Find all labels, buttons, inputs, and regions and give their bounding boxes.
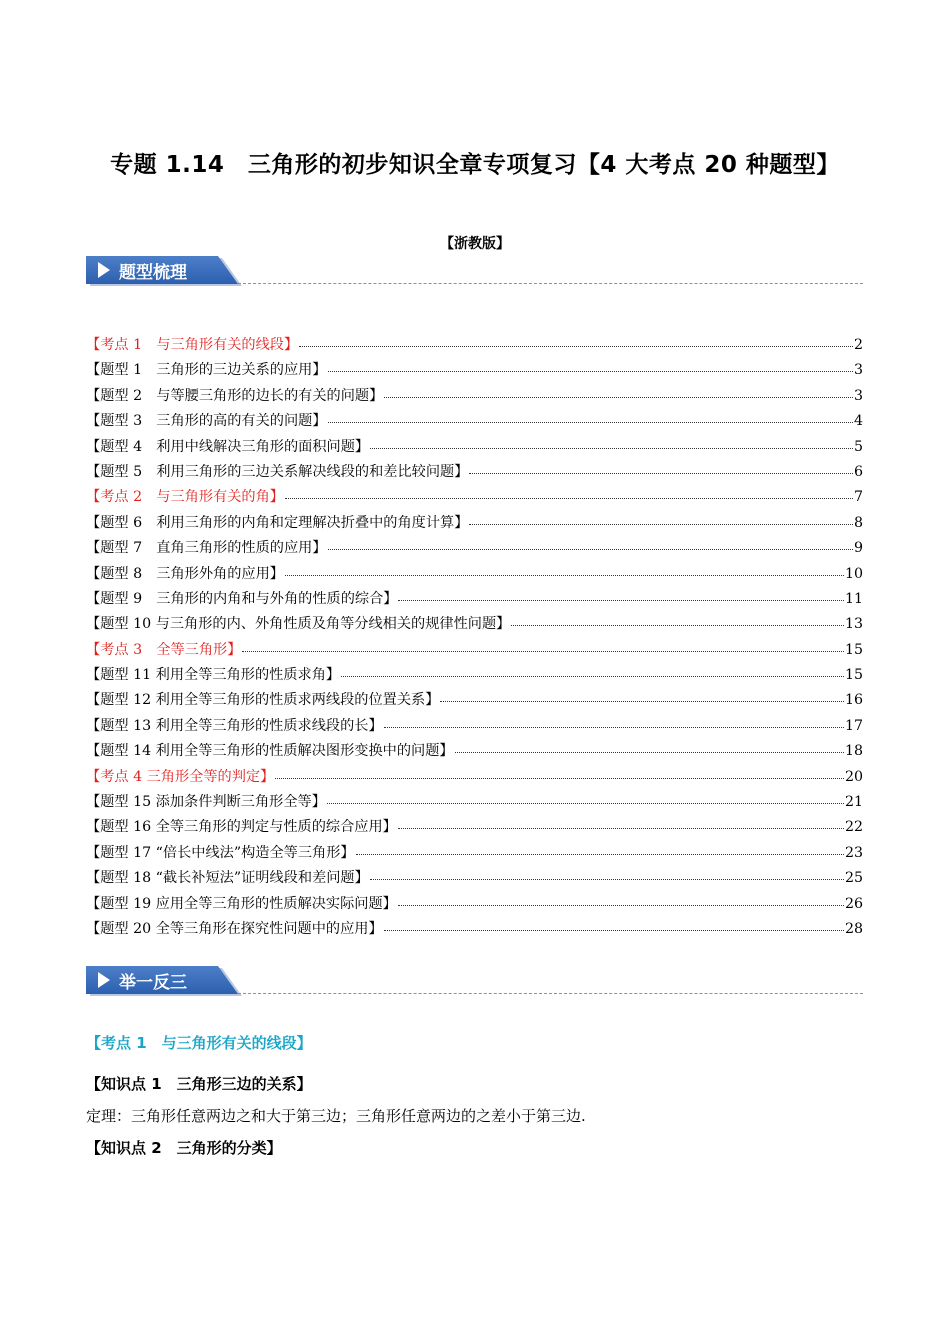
toc-entry-tixing[interactable] [86, 460, 863, 485]
toc-entry-tixing[interactable] [86, 815, 863, 840]
toc-page-number: 3 [853, 387, 863, 404]
toc-entry-title: 【考点 4 三角形全等的判定】 [86, 768, 275, 785]
edition-label: 【浙教版】 [440, 236, 510, 252]
toc-dot-leader [440, 701, 844, 702]
toc-dot-leader [398, 905, 844, 906]
toc-page-number: 7 [853, 489, 863, 506]
toc-page-number: 15 [844, 641, 863, 658]
toc-entry-title: 【题型 16 全等三角形的判定与性质的综合应用】 [86, 819, 397, 836]
toc-dot-leader [275, 778, 844, 779]
toc-entry-title: 【题型 20 全等三角形在探究性问题中的应用】 [86, 920, 383, 937]
toc-entry-tixing[interactable] [86, 892, 863, 917]
toc-page-number: 17 [844, 717, 863, 734]
toc-entry-title: 【题型 7 直角三角形的性质的应用】 [86, 540, 327, 557]
toc-entry-title: 【题型 3 三角形的高的有关的问题】 [86, 413, 327, 430]
toc-entry-title: 【题型 19 应用全等三角形的性质解决实际问题】 [86, 895, 397, 912]
toc-dot-leader [384, 930, 844, 931]
toc-page-number: 28 [844, 920, 863, 937]
toc-dot-leader [370, 448, 853, 449]
toc-entry-tixing[interactable] [86, 562, 863, 587]
toc-entry-tixing[interactable] [86, 511, 863, 536]
section-heading-kaodian-1: 【考点 1 与三角形有关的线段】 [86, 1034, 312, 1052]
play-arrow-icon [98, 262, 110, 278]
toc-entry-tixing[interactable] [86, 841, 863, 866]
toc-entry-title: 【题型 8 三角形外角的应用】 [86, 565, 284, 582]
toc-entry-title: 【题型 5 利用三角形的三边关系解决线段的和差比较问题】 [86, 463, 469, 480]
toc-entry-tixing[interactable] [86, 917, 863, 942]
toc-entry-title: 【题型 2 与等腰三角形的边长的有关的问题】 [86, 387, 384, 404]
toc-entry-tixing[interactable] [86, 409, 863, 434]
toc-entry-kaodian[interactable] [86, 333, 863, 358]
banner-label: 题型梳理 [119, 263, 187, 283]
toc-entry-tixing[interactable] [86, 384, 863, 409]
toc-entry-tixing[interactable] [86, 866, 863, 891]
toc-dot-leader [469, 473, 853, 474]
toc-entry-title: 【题型 9 三角形的内角和与外角的性质的综合】 [86, 590, 398, 607]
toc-dot-leader [299, 346, 853, 347]
banner-toc [86, 254, 863, 288]
toc-dot-leader [469, 524, 853, 525]
toc-entry-tixing[interactable] [86, 612, 863, 637]
knowledge-point-1-heading: 【知识点 1 三角形三边的关系】 [86, 1075, 312, 1093]
toc-dot-leader [384, 397, 853, 398]
toc-dot-leader [398, 828, 844, 829]
toc-entry-title: 【考点 3 全等三角形】 [86, 641, 242, 658]
toc-entry-tixing[interactable] [86, 435, 863, 460]
toc-entry-tixing[interactable] [86, 688, 863, 713]
toc-page-number: 13 [844, 616, 863, 633]
toc-dot-leader [285, 575, 844, 576]
toc-page-number: 8 [853, 514, 863, 531]
toc-page-number: 16 [844, 692, 863, 709]
toc-page-number: 15 [844, 667, 863, 684]
table-of-contents [86, 333, 863, 942]
theorem-text: 定理：三角形任意两边之和大于第三边；三角形任意两边的之差小于第三边. [86, 1107, 586, 1125]
toc-dot-leader [341, 676, 844, 677]
toc-page-number: 22 [844, 819, 863, 836]
toc-page-number: 20 [844, 768, 863, 785]
toc-page-number: 6 [853, 463, 863, 480]
toc-entry-title: 【题型 17 “倍长中线法”构造全等三角形】 [86, 844, 355, 861]
toc-page-number: 9 [853, 540, 863, 557]
toc-page-number: 21 [844, 794, 863, 811]
toc-page-number: 18 [844, 743, 863, 760]
toc-entry-kaodian[interactable] [86, 765, 863, 790]
document-title: 专题 1.14 三角形的初步知识全章专项复习【4 大考点 20 种题型】 [110, 152, 840, 178]
toc-entry-title: 【题型 11 利用全等三角形的性质求角】 [86, 667, 341, 684]
toc-page-number: 26 [844, 895, 863, 912]
toc-entry-title: 【题型 13 利用全等三角形的性质求线段的长】 [86, 717, 383, 734]
toc-dot-leader [328, 422, 853, 423]
toc-entry-title: 【题型 12 利用全等三角形的性质求两线段的位置关系】 [86, 692, 440, 709]
banner-practice [86, 964, 863, 998]
toc-page-number: 10 [844, 565, 863, 582]
toc-entry-title: 【题型 15 添加条件判断三角形全等】 [86, 794, 326, 811]
toc-entry-tixing[interactable] [86, 587, 863, 612]
toc-dot-leader [356, 854, 844, 855]
toc-dot-leader [328, 549, 853, 550]
toc-entry-tixing[interactable] [86, 714, 863, 739]
toc-entry-kaodian[interactable] [86, 485, 863, 510]
toc-dot-leader [285, 498, 853, 499]
toc-page-number: 11 [844, 590, 863, 607]
toc-entry-title: 【题型 18 “截长补短法”证明线段和差问题】 [86, 870, 369, 887]
toc-page-number: 23 [844, 844, 863, 861]
toc-entry-title: 【题型 10 与三角形的内、外角性质及角等分线相关的规律性问题】 [86, 616, 511, 633]
toc-entry-title: 【题型 4 利用中线解决三角形的面积问题】 [86, 438, 370, 455]
toc-entry-kaodian[interactable] [86, 638, 863, 663]
knowledge-point-2-heading: 【知识点 2 三角形的分类】 [86, 1139, 282, 1157]
toc-dot-leader [384, 727, 844, 728]
toc-dot-leader [370, 879, 844, 880]
dashed-divider [238, 283, 863, 284]
toc-dot-leader [398, 600, 843, 601]
dashed-divider [238, 993, 863, 994]
toc-entry-title: 【题型 1 三角形的三边关系的应用】 [86, 362, 327, 379]
toc-entry-tixing[interactable] [86, 739, 863, 764]
toc-page-number: 2 [853, 337, 863, 353]
toc-page-number: 5 [853, 438, 863, 455]
toc-dot-leader [327, 803, 844, 804]
toc-entry-title: 【题型 6 利用三角形的内角和定理解决折叠中的角度计算】 [86, 514, 469, 531]
toc-dot-leader [455, 752, 844, 753]
toc-dot-leader [242, 651, 844, 652]
toc-entry-title: 【考点 1 与三角形有关的线段】 [86, 337, 299, 353]
toc-dot-leader [511, 625, 844, 626]
toc-page-number: 25 [844, 870, 863, 887]
toc-entry-tixing[interactable] [86, 536, 863, 561]
play-arrow-icon [98, 972, 110, 988]
toc-dot-leader [328, 371, 853, 372]
toc-entry-tixing[interactable] [86, 790, 863, 815]
toc-entry-tixing[interactable] [86, 358, 863, 383]
toc-entry-title: 【考点 2 与三角形有关的角】 [86, 489, 284, 506]
toc-entry-tixing[interactable] [86, 663, 863, 688]
toc-page-number: 3 [853, 362, 863, 379]
banner-label: 举一反三 [119, 973, 187, 993]
toc-entry-title: 【题型 14 利用全等三角形的性质解决图形变换中的问题】 [86, 743, 454, 760]
toc-page-number: 4 [853, 413, 863, 430]
